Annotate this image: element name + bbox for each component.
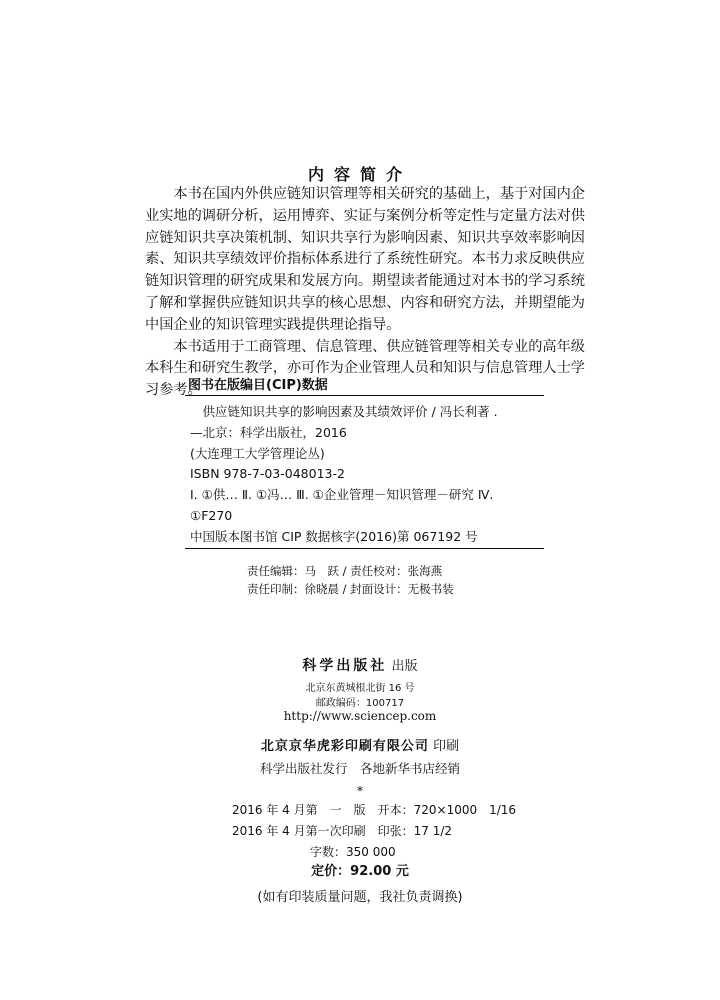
edition-line-1: 2016 年 4 月第 一 版 开本：720×1000 1/16 [232, 803, 517, 817]
quality-notice: (如有印装质量问题，我社负责调换) [257, 890, 463, 905]
printer-suffix: 印刷 [433, 739, 460, 754]
editor-credits [247, 562, 454, 598]
publisher-website: http://www.sciencep.com [283, 709, 437, 723]
cip-bottom-rule [185, 548, 544, 549]
cip-title: 图书在版编目(CIP)数据 [188, 378, 328, 393]
editor-credit-line-2: 责任印制：徐晓晨 / 封面设计：无极书装 [247, 582, 454, 596]
word-count: 字数：350 000 [310, 845, 396, 859]
publisher-suffix: 出版 [391, 659, 418, 674]
separator-star: * [357, 784, 363, 798]
edition-line-2: 2016 年 4 月第一次印刷 印张：17 1/2 [232, 824, 453, 838]
edition-info [232, 800, 516, 863]
distribution-line: 科学出版社发行 各地新华书店经销 [259, 761, 460, 776]
publisher-name: 科学出版社 [302, 658, 388, 674]
printer-name: 北京京华虎彩印刷有限公司 [260, 739, 429, 754]
cip-record [190, 402, 545, 548]
price: 定价：92.00 元 [311, 864, 409, 879]
editor-credit-line-1: 责任编辑：马 跃 / 责任校对：张海燕 [247, 564, 443, 578]
summary-paragraph-1: 本书在国内外供应链知识管理等相关研究的基础上，基于对国内企业实地的调研分析，运用博弈、实证与案例分析等定性与定量方法对供应链知识共享决策机制、知识共享行为影响因素、知识共享效率影响因素、知识共享绩效评价指标体系进行了系统性研究。本书力求反映供应链知识管理的研究成果和发展方向。期望读者能通过对本书的学习系统了解和掌握供应链知识共享的核心思想、内容和研究方法，并期望能为中国企业的知识管理实践提供理论指导。 [145, 186, 585, 333]
cip-line-subjects: Ⅰ. ①供… Ⅱ. ①冯… Ⅲ. ①企业管理－知识管理－研究 Ⅳ. [190, 487, 494, 503]
summary-paragraph-2: 本书适用于工商管理、信息管理、供应链管理等相关专业的高年级本科生和研究生教学，亦可作为企业管理人员和知识与信息管理人士学习参考。 [145, 338, 585, 399]
publisher-address: 北京东黄城根北街 16 号 [305, 683, 415, 694]
summary-title: 内容简介 [307, 165, 412, 184]
summary-body [145, 184, 585, 402]
publisher-line [0, 655, 720, 675]
cip-line-record-number: 中国版本图书馆 CIP 数据核字(2016)第 067192 号 [190, 528, 478, 544]
cip-top-rule [185, 395, 544, 396]
cip-line-publisher: —北京：科学出版社，2016 [190, 424, 347, 440]
publisher-postcode: 邮政编码：100717 [315, 698, 405, 709]
cip-line-isbn: ISBN 978-7-03-048013-2 [190, 466, 345, 482]
cip-line-title: 供应链知识共享的影响因素及其绩效评价 / 冯长利著 . [202, 404, 498, 419]
printer-line [0, 735, 720, 754]
cip-line-classification: ①F270 [190, 507, 233, 523]
cip-line-series: (大连理工大学管理论丛) [190, 445, 325, 461]
